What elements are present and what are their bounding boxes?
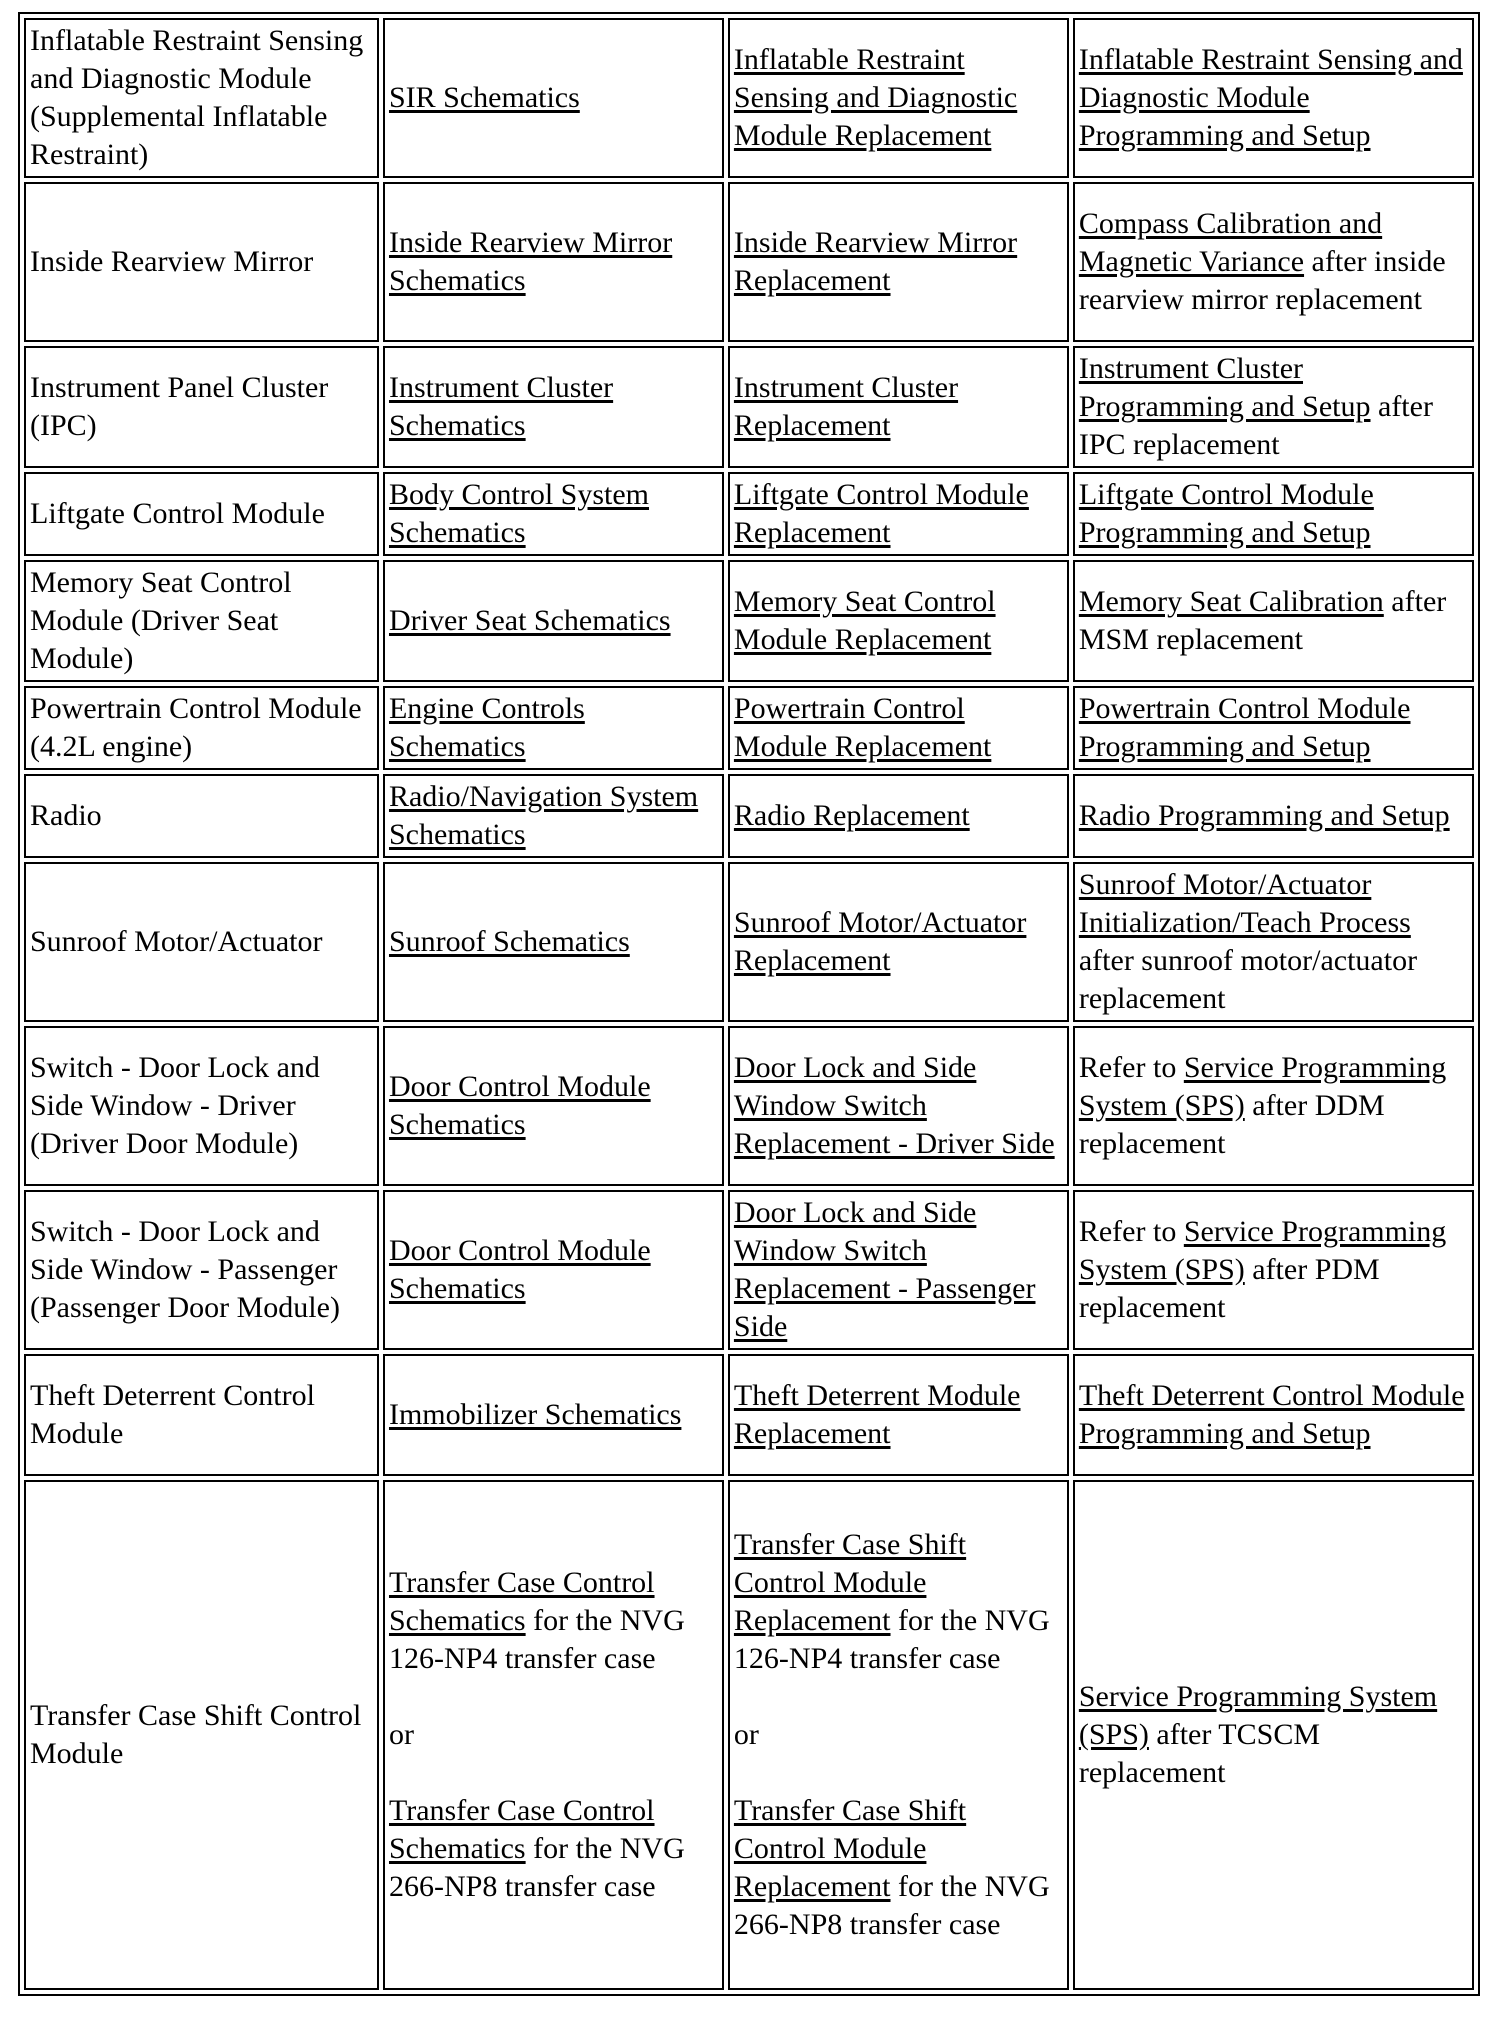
programming-link[interactable]: Inflatable Restraint Sensing and Diagnostic Module Programming and Setup	[1078, 43, 1463, 152]
programming-link[interactable]: Liftgate Control Module Programming and Setup	[1078, 478, 1374, 549]
module-reference-table	[18, 12, 1480, 1996]
table-row	[24, 560, 1474, 682]
programming-cell	[1073, 1480, 1474, 1990]
programming-note: after IPC replacement	[1078, 390, 1433, 461]
programming-cell	[1073, 472, 1474, 556]
module-name: Liftgate Control Module	[30, 497, 325, 530]
replacement-cell	[728, 1026, 1069, 1186]
module-name: Switch - Door Lock and Side Window - Driver (Driver Door Module)	[30, 1051, 320, 1160]
spacer	[389, 1678, 718, 1716]
replacement-cell	[728, 472, 1069, 556]
replacement-cell	[728, 1354, 1069, 1476]
programming-link[interactable]: Service Programming System (SPS)	[1078, 1215, 1447, 1286]
replacement-cell	[728, 18, 1069, 178]
replacement-note-np4: for the NVG 126-NP4 transfer case	[733, 1604, 1050, 1675]
programming-link[interactable]: Service Programming System (SPS)	[1078, 1680, 1438, 1751]
table-row	[24, 1026, 1474, 1186]
spacer	[734, 1678, 1063, 1716]
programming-cell	[1073, 1190, 1474, 1350]
module-name-cell	[24, 472, 379, 556]
programming-cell	[1073, 862, 1474, 1022]
module-name-cell	[24, 1190, 379, 1350]
schematics-link[interactable]: Engine Controls Schematics	[388, 692, 585, 763]
module-name: Transfer Case Shift Control Module	[30, 1699, 362, 1770]
module-name-cell	[24, 346, 379, 468]
module-name-cell	[24, 1354, 379, 1476]
table-row	[24, 1480, 1474, 1990]
schematics-cell	[383, 472, 724, 556]
table-row	[24, 1354, 1474, 1476]
replacement-cell	[728, 862, 1069, 1022]
programming-link[interactable]: Instrument Cluster Programming and Setup	[1078, 352, 1371, 423]
programming-note: after sunroof motor/actuator replacement	[1078, 944, 1418, 1015]
schematics-cell	[383, 18, 724, 178]
module-name: Instrument Panel Cluster (IPC)	[30, 371, 329, 442]
schematics-cell	[383, 346, 724, 468]
replacement-link[interactable]: Inflatable Restraint Sensing and Diagnostic Module Replacement	[733, 43, 1018, 152]
programming-note: after TCSCM replacement	[1078, 1718, 1321, 1789]
replacement-note-np8: for the NVG 266-NP8 transfer case	[733, 1870, 1050, 1941]
table-row	[24, 686, 1474, 770]
replacement-link[interactable]: Inside Rearview Mirror Replacement	[733, 226, 1018, 297]
schematics-link[interactable]: Driver Seat Schematics	[388, 604, 671, 637]
programming-note: after PDM replacement	[1078, 1253, 1380, 1324]
spacer	[389, 1754, 718, 1792]
replacement-cell	[728, 560, 1069, 682]
table-row	[24, 472, 1474, 556]
schematics-link[interactable]: SIR Schematics	[388, 81, 580, 114]
programming-note: after MSM replacement	[1078, 585, 1447, 656]
programming-link[interactable]: Compass Calibration and Magnetic Variance	[1078, 207, 1383, 278]
programming-prefix: Refer to	[1078, 1051, 1184, 1084]
schematics-link[interactable]: Door Control Module Schematics	[388, 1070, 651, 1141]
module-name: Inside Rearview Mirror	[30, 245, 314, 278]
module-name: Inflatable Restraint Sensing and Diagnostic Module (Supplemental Inflatable Restraint)	[30, 24, 364, 171]
programming-note: after inside rearview mirror replacement	[1078, 245, 1446, 316]
schematics-link[interactable]: Radio/Navigation System Schematics	[388, 780, 699, 851]
programming-note: after DDM replacement	[1078, 1089, 1385, 1160]
module-name-cell	[24, 1026, 379, 1186]
schematics-cell	[383, 1354, 724, 1476]
schematics-link[interactable]: Immobilizer Schematics	[388, 1398, 682, 1431]
programming-cell	[1073, 686, 1474, 770]
table-row	[24, 18, 1474, 178]
schematics-cell	[383, 774, 724, 858]
programming-cell	[1073, 1026, 1474, 1186]
or-text: or	[733, 1718, 759, 1751]
programming-prefix: Refer to	[1078, 1215, 1184, 1248]
module-name-cell	[24, 1480, 379, 1990]
programming-cell	[1073, 774, 1474, 858]
programming-cell	[1073, 18, 1474, 178]
programming-cell	[1073, 182, 1474, 342]
table-row	[24, 182, 1474, 342]
spacer	[734, 1754, 1063, 1792]
schematics-cell	[383, 182, 724, 342]
programming-cell	[1073, 1354, 1474, 1476]
schematics-note-np8: for the NVG 266-NP8 transfer case	[388, 1832, 685, 1903]
schematics-link[interactable]: Inside Rearview Mirror Schematics	[388, 226, 673, 297]
replacement-cell	[728, 182, 1069, 342]
replacement-link[interactable]: Door Lock and Side Window Switch Replacement - Driver Side	[733, 1051, 1055, 1160]
schematics-cell	[383, 686, 724, 770]
schematics-entry-np8	[389, 1792, 718, 1906]
schematics-cell	[383, 1026, 724, 1186]
table-row	[24, 346, 1474, 468]
schematics-cell	[383, 1480, 724, 1990]
module-name-cell	[24, 18, 379, 178]
module-name: Powertrain Control Module (4.2L engine)	[30, 692, 362, 763]
schematics-note-np4: for the NVG 126-NP4 transfer case	[388, 1604, 685, 1675]
schematics-link[interactable]: Door Control Module Schematics	[388, 1234, 651, 1305]
module-name-cell	[24, 686, 379, 770]
replacement-link[interactable]: Liftgate Control Module Replacement	[733, 478, 1029, 549]
replacement-link[interactable]: Theft Deterrent Module Replacement	[733, 1379, 1021, 1450]
schematics-cell	[383, 1190, 724, 1350]
replacement-link[interactable]: Sunroof Motor/Actuator Replacement	[733, 906, 1027, 977]
replacement-cell	[728, 1190, 1069, 1350]
module-name-cell	[24, 862, 379, 1022]
schematics-cell	[383, 862, 724, 1022]
schematics-link-np4[interactable]: Transfer Case Control Schematics	[388, 1566, 655, 1637]
schematics-link[interactable]: Body Control System Schematics	[388, 478, 650, 549]
replacement-link[interactable]: Door Lock and Side Window Switch Replacement - Passenger Side	[733, 1196, 1036, 1343]
programming-link[interactable]: Memory Seat Calibration	[1078, 585, 1384, 618]
module-name: Theft Deterrent Control Module	[30, 1379, 315, 1450]
or-text: or	[388, 1718, 414, 1751]
replacement-link[interactable]: Powertrain Control Module Replacement	[733, 692, 992, 763]
schematics-link[interactable]: Instrument Cluster Schematics	[388, 371, 614, 442]
module-name: Memory Seat Control Module (Driver Seat Module)	[30, 566, 292, 675]
replacement-link-np4[interactable]: Transfer Case Shift Control Module Replacement	[733, 1528, 967, 1637]
programming-cell	[1073, 560, 1474, 682]
programming-cell	[1073, 346, 1474, 468]
replacement-cell	[728, 686, 1069, 770]
programming-link[interactable]: Service Programming System (SPS)	[1078, 1051, 1447, 1122]
module-name: Radio	[30, 799, 102, 832]
replacement-cell	[728, 346, 1069, 468]
replacement-link-np8[interactable]: Transfer Case Shift Control Module Replacement	[733, 1794, 967, 1903]
replacement-cell	[728, 1480, 1069, 1990]
replacement-entry-np8	[734, 1792, 1063, 1944]
replacement-link[interactable]: Radio Replacement	[733, 799, 970, 832]
table-row	[24, 774, 1474, 858]
programming-link[interactable]: Theft Deterrent Control Module Programming and Setup	[1078, 1379, 1465, 1450]
replacement-entry-np4	[734, 1526, 1063, 1678]
module-name: Switch - Door Lock and Side Window - Passenger (Passenger Door Module)	[30, 1215, 340, 1324]
module-name-cell	[24, 182, 379, 342]
schematics-link-np8[interactable]: Transfer Case Control Schematics	[388, 1794, 655, 1865]
module-name-cell	[24, 774, 379, 858]
module-name-cell	[24, 560, 379, 682]
replacement-link[interactable]: Memory Seat Control Module Replacement	[733, 585, 996, 656]
table-row	[24, 1190, 1474, 1350]
module-name: Sunroof Motor/Actuator	[30, 925, 323, 958]
replacement-cell	[728, 774, 1069, 858]
table-row	[24, 862, 1474, 1022]
replacement-link[interactable]: Instrument Cluster Replacement	[733, 371, 959, 442]
schematics-link[interactable]: Sunroof Schematics	[388, 925, 630, 958]
schematics-cell	[383, 560, 724, 682]
programming-link[interactable]: Radio Programming and Setup	[1078, 799, 1450, 832]
programming-link[interactable]: Powertrain Control Module Programming and Setup	[1078, 692, 1411, 763]
programming-link[interactable]: Sunroof Motor/Actuator Initialization/Teach Process	[1078, 868, 1411, 939]
schematics-entry-np4	[389, 1564, 718, 1678]
